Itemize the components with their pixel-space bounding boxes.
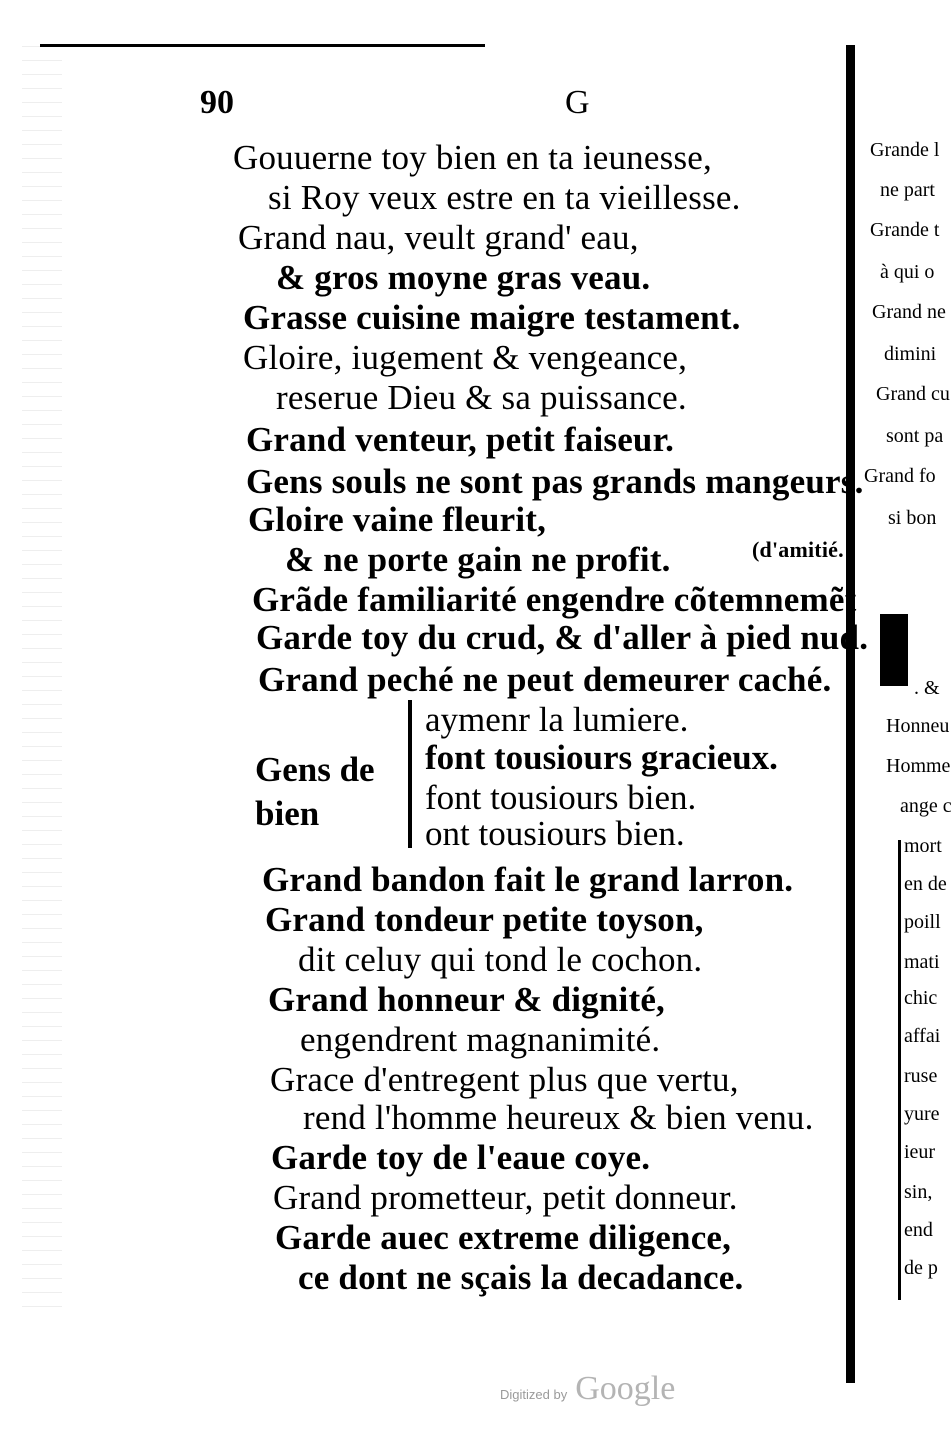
right-text: ne part — [880, 179, 935, 201]
right-text: chic — [904, 987, 938, 1009]
right-text: en de — [904, 873, 947, 895]
right-text: ieur — [904, 1141, 936, 1163]
page-number: 90 — [200, 84, 234, 121]
right-column-rule — [898, 840, 901, 1300]
brace-bar — [408, 700, 412, 848]
right-text: Grande l — [870, 139, 940, 161]
text-line: Gloire, iugement & vengeance, — [243, 338, 688, 377]
brace-lead-line: Gens de — [255, 750, 375, 789]
text-line: Garde toy du crud, & d'aller à pied nud. — [256, 618, 869, 657]
brace-item: aymenr la lumiere. — [425, 700, 689, 739]
right-text: poill — [904, 911, 941, 933]
right-text: Homme — [886, 755, 951, 777]
right-text: à qui o — [880, 261, 935, 283]
adjacent-page-column — [858, 120, 952, 1320]
brace-item: font tousiours gracieux. — [425, 738, 778, 777]
right-text: affai — [904, 1025, 941, 1047]
text-line: Gloire vaine fleurit, — [248, 500, 547, 539]
digitization-watermark — [500, 1370, 675, 1408]
brace-item: font tousiours bien. — [425, 778, 697, 817]
text-line: engendrent magnanimité. — [300, 1020, 661, 1059]
brace-item: ont tousiours bien. — [425, 814, 685, 853]
right-text: dimini — [884, 343, 937, 365]
text-line: dit celuy qui tond le cochon. — [298, 940, 703, 979]
text-line: Gens souls ne sont pas grands mangeurs. — [246, 462, 864, 501]
right-text: yure — [904, 1103, 940, 1125]
right-text: ruse — [904, 1065, 938, 1087]
right-text: Grande t — [870, 219, 940, 241]
right-text: de p — [904, 1257, 938, 1279]
brace-lead — [255, 748, 375, 836]
right-text: Grand ne — [872, 301, 946, 323]
text-line: Grand honneur & dignité, — [268, 980, 666, 1019]
right-text: mati — [904, 951, 940, 973]
text-line: Grace d'entregent plus que vertu, — [270, 1060, 739, 1099]
text-line: rend l'homme heureux & bien venu. — [303, 1098, 814, 1137]
right-text: sin, — [904, 1181, 933, 1203]
text-line: Grand venteur, petit faiseur. — [246, 420, 675, 459]
right-text: si bon — [888, 507, 937, 529]
right-text: end — [904, 1219, 933, 1241]
text-line: Garde auec extreme diligence, — [275, 1218, 732, 1257]
text-line: si Roy veux estre en ta vieillesse. — [268, 178, 741, 217]
brace-lead-line: bien — [255, 794, 320, 833]
drop-cap-initial — [880, 614, 908, 686]
watermark-label: Digitized by — [500, 1387, 568, 1402]
text-line: Grand prometteur, petit donneur. — [273, 1178, 738, 1217]
margin-fragment: (d'amitié. — [752, 537, 844, 562]
text-line: & gros moyne gras veau. — [276, 258, 651, 297]
section-letter: G — [565, 84, 590, 121]
text-line: Grand nau, veult grand' eau, — [238, 218, 639, 257]
text-line: Grand bandon fait le grand larron. — [262, 860, 794, 899]
right-text: ange c — [900, 795, 952, 817]
text-line: reserue Dieu & sa puissance. — [276, 378, 687, 417]
text-line: Grãde familiarité engendre cõtemnemẽt — [252, 580, 857, 619]
right-text: Grand cu — [876, 383, 950, 405]
google-logo: Google — [575, 1370, 676, 1407]
gutter-noise — [22, 40, 62, 1320]
text-line: & ne porte gain ne profit. — [285, 540, 671, 579]
text-line: ce dont ne sçais la decadance. — [298, 1258, 744, 1297]
top-rule — [40, 44, 485, 47]
right-text: sont pa — [886, 425, 944, 447]
text-line: Grand tondeur petite toyson, — [265, 900, 704, 939]
text-line: Grand peché ne peut demeurer caché. — [258, 660, 832, 699]
braced-group — [255, 700, 855, 853]
right-text: mort — [904, 835, 942, 857]
text-line: Garde toy de l'eaue coye. — [271, 1138, 651, 1177]
right-text: Grand fo — [864, 465, 936, 487]
text-line: Gouuerne toy bien en ta ieunesse, — [233, 138, 712, 177]
text-line: Grasse cuisine maigre testament. — [243, 298, 741, 337]
right-text: Honneu — [886, 715, 950, 737]
right-text: . & — [914, 677, 940, 699]
page-gutter — [0, 0, 120, 1450]
